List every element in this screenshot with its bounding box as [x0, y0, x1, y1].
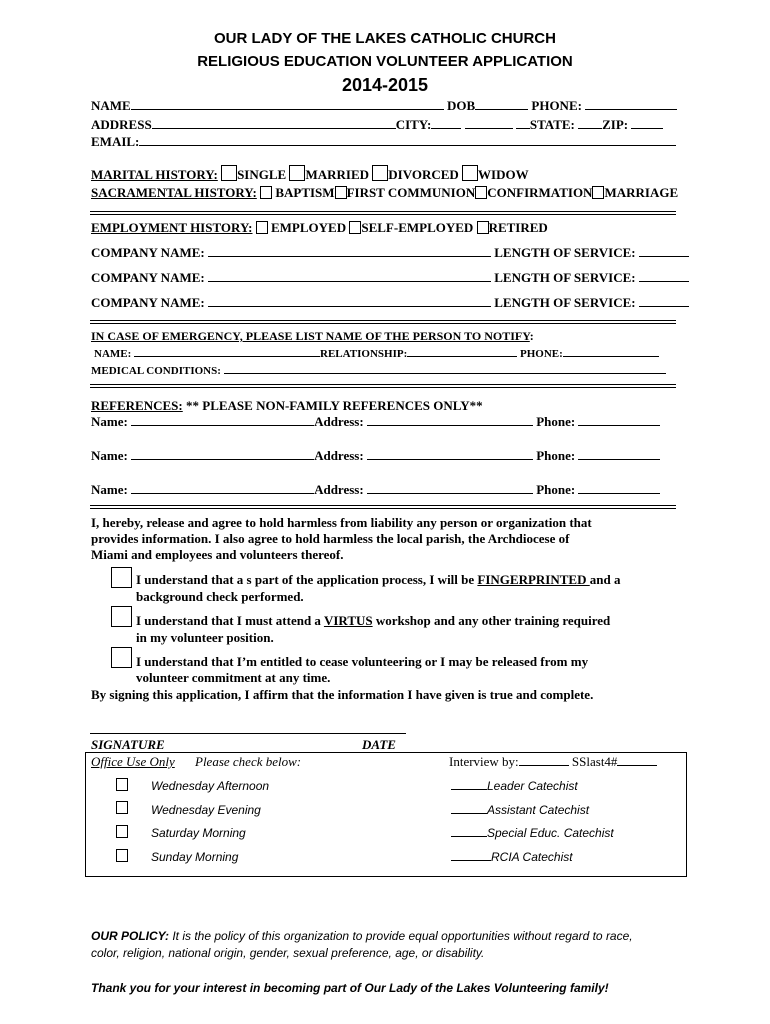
divorced-label: DIVORCED	[388, 167, 459, 182]
medical-row	[91, 364, 666, 377]
date-label: DATE	[362, 737, 396, 752]
self-employed-checkbox[interactable]	[349, 221, 361, 234]
release-text-1: I, hereby, release and agree to hold harmless from liability any person or organization that	[91, 515, 592, 530]
release-text-2: provides information. I also agree to hold harmless the local parish, the Archdiocese of	[91, 531, 570, 546]
ref-name-field-1[interactable]	[131, 414, 314, 426]
state-blank	[516, 117, 530, 129]
fingerprint-ack-text: I understand that a s part of the application process, I will be	[136, 572, 478, 587]
ref-phone-label: Phone:	[536, 482, 576, 497]
first-communion-checkbox[interactable]	[335, 186, 347, 199]
company-row-1	[91, 245, 689, 261]
single-checkbox[interactable]	[221, 165, 237, 181]
release-text-3: Miami and employees and volunteers thereof.	[91, 547, 344, 562]
address-label: ADDRESS	[91, 117, 152, 132]
city-label: CITY:	[395, 117, 432, 132]
ref-phone-field-2[interactable]	[578, 448, 660, 460]
office-use-title: Office Use Only	[91, 754, 175, 769]
state-field[interactable]	[578, 117, 602, 129]
confirmation-label: CONFIRMATION	[487, 185, 593, 200]
signature-label: SIGNATURE	[91, 737, 165, 752]
widow-label: WIDOW	[478, 167, 529, 182]
dob-field[interactable]	[475, 98, 528, 110]
ref-address-label: Address:	[314, 414, 364, 429]
marriage-label: MARRIAGE	[604, 185, 679, 200]
ref-phone-label: Phone:	[536, 414, 576, 429]
baptism-label: BAPTISM	[275, 185, 335, 200]
email-field[interactable]	[139, 134, 676, 146]
relationship-label: RELATIONSHIP:	[320, 348, 408, 360]
company-field-3[interactable]	[208, 295, 491, 307]
references-heading	[91, 398, 483, 414]
wed-afternoon-checkbox[interactable]	[116, 778, 128, 791]
married-checkbox[interactable]	[289, 165, 305, 181]
name-field[interactable]	[131, 98, 444, 110]
ref-address-label: Address:	[314, 482, 364, 497]
sslast4-label: SSlast4#	[571, 754, 618, 769]
medical-field[interactable]	[224, 364, 666, 374]
phone-field[interactable]	[585, 98, 677, 110]
cease-ack-line2: volunteer commitment at any time.	[136, 670, 331, 685]
divider	[90, 505, 676, 509]
company-field-1[interactable]	[208, 245, 491, 257]
service-label: LENGTH OF SERVICE:	[494, 270, 636, 285]
zip-label: ZIP:	[602, 117, 629, 132]
service-field-2[interactable]	[639, 270, 689, 282]
fingerprint-ack	[136, 572, 620, 588]
leader-catechist-field[interactable]	[451, 780, 487, 790]
rcia-catechist-label: RCIA Catechist	[491, 850, 573, 864]
fingerprinted-keyword: FINGERPRINTED	[477, 572, 590, 587]
city-field-2[interactable]	[465, 117, 513, 129]
single-label: SINGLE	[237, 167, 287, 182]
personal-row-1	[91, 98, 677, 114]
marital-row	[91, 165, 529, 183]
self-employed-label: SELF-EMPLOYED	[361, 220, 474, 235]
emergency-phone-label: PHONE:	[519, 348, 563, 360]
retired-checkbox[interactable]	[477, 221, 489, 234]
sun-morning-label: Sunday Morning	[151, 850, 239, 864]
ref-name-field-2[interactable]	[131, 448, 314, 460]
assistant-catechist-label: Assistant Catechist	[487, 803, 590, 817]
wed-afternoon-label: Wednesday Afternoon	[151, 779, 270, 793]
interview-label: Interview by:	[449, 754, 519, 769]
sslast4-field[interactable]	[617, 754, 657, 766]
first-communion-label: FIRST COMMUNION	[346, 185, 476, 200]
divider	[90, 320, 676, 324]
policy-text-1: It is the policy of this organization to provide equal opportunities without regard to race,	[169, 929, 633, 943]
marriage-checkbox[interactable]	[592, 186, 604, 199]
ref-name-label: Name:	[91, 448, 128, 463]
special-educ-catechist-field[interactable]	[451, 827, 487, 837]
church-name: OUR LADY OF THE LAKES CATHOLIC CHURCH	[214, 30, 556, 47]
office-check-label: Please check below:	[195, 754, 302, 769]
medical-label: MEDICAL CONDITIONS:	[91, 365, 221, 377]
ref-name-field-3[interactable]	[131, 482, 314, 494]
assistant-catechist-field[interactable]	[451, 804, 487, 814]
ref-address-label: Address:	[314, 448, 364, 463]
ref-phone-label: Phone:	[536, 448, 576, 463]
leader-catechist-label: Leader Catechist	[487, 779, 578, 793]
confirmation-checkbox[interactable]	[475, 186, 487, 199]
rcia-catechist	[451, 850, 573, 864]
married-label: MARRIED	[305, 167, 370, 182]
special-educ-catechist-label: Special Educ. Catechist	[487, 826, 614, 840]
emergency-phone-field[interactable]	[563, 347, 659, 357]
employment-row	[91, 220, 548, 236]
signature-line[interactable]	[90, 733, 406, 734]
ref-phone-field-1[interactable]	[578, 414, 660, 426]
leader-catechist	[451, 779, 578, 793]
service-field-3[interactable]	[639, 295, 689, 307]
interview-row	[449, 754, 657, 770]
divorced-checkbox[interactable]	[372, 165, 388, 181]
company-field-2[interactable]	[208, 270, 491, 282]
name-label: NAME	[91, 98, 131, 113]
phone-label: PHONE:	[531, 98, 582, 113]
form-title: RELIGIOUS EDUCATION VOLUNTEER APPLICATION	[197, 53, 573, 70]
sun-morning-checkbox[interactable]	[116, 849, 128, 862]
emergency-name-field[interactable]	[134, 347, 320, 357]
personal-row-3	[91, 134, 676, 150]
virtus-keyword: VIRTUS	[323, 613, 373, 628]
references-label: REFERENCES:	[91, 398, 183, 413]
virtus-ack-text-end: workshop and any other training required	[372, 613, 611, 628]
special-educ-catechist	[451, 826, 614, 840]
reference-row-1	[91, 414, 660, 430]
company-label: COMPANY NAME:	[91, 245, 205, 260]
affirm-text: By signing this application, I affirm that the information I have given is true and complete.	[91, 687, 594, 702]
interview-field[interactable]	[519, 754, 569, 766]
employed-checkbox[interactable]	[256, 221, 268, 234]
emergency-row	[94, 347, 659, 360]
widow-checkbox[interactable]	[462, 165, 478, 181]
service-label: LENGTH OF SERVICE:	[494, 295, 636, 310]
company-row-2	[91, 270, 689, 286]
dob-label: DOB	[446, 98, 476, 113]
assistant-catechist	[451, 803, 589, 817]
retired-label: RETIRED	[488, 220, 548, 235]
service-field-1[interactable]	[639, 245, 689, 257]
company-label: COMPANY NAME:	[91, 270, 205, 285]
sat-morning-checkbox[interactable]	[116, 825, 128, 838]
relationship-field[interactable]	[407, 347, 517, 357]
rcia-catechist-field[interactable]	[451, 851, 491, 861]
wed-evening-checkbox[interactable]	[116, 801, 128, 814]
virtus-ack	[136, 613, 610, 629]
policy-label: OUR POLICY:	[91, 929, 170, 943]
address-field[interactable]	[152, 117, 396, 129]
marital-label: MARITAL HISTORY:	[91, 167, 218, 182]
city-field[interactable]	[431, 117, 461, 129]
ref-phone-field-3[interactable]	[578, 482, 660, 494]
wed-evening-label: Wednesday Evening	[151, 803, 261, 817]
personal-row-2	[91, 117, 663, 133]
policy-line-2: color, religion, national origin, gender, sexual preference, age, or disability.	[91, 946, 485, 960]
ref-address-field-1[interactable]	[367, 414, 533, 426]
form-year: 2014-2015	[341, 75, 429, 95]
thank-you-note: Thank you for your interest in becoming part of Our Lady of the Lakes Volunteering family!	[91, 981, 609, 995]
ref-name-label: Name:	[91, 414, 128, 429]
sacramental-label: SACRAMENTAL HISTORY:	[91, 185, 257, 200]
ref-address-field-3[interactable]	[367, 482, 533, 494]
cease-ack-checkbox[interactable]	[111, 647, 132, 668]
fingerprint-ack-line2: background check performed.	[136, 589, 304, 604]
service-label: LENGTH OF SERVICE:	[494, 245, 636, 260]
policy-line-1	[91, 929, 633, 943]
reference-row-3	[91, 482, 660, 498]
cease-ack: I understand that I’m entitled to cease volunteering or I may be released from my	[136, 654, 589, 669]
emergency-heading-colon: :	[529, 329, 534, 343]
employment-label: EMPLOYMENT HISTORY:	[91, 220, 253, 235]
virtus-ack-line2: in my volunteer position.	[136, 630, 274, 645]
employed-label: EMPLOYED	[270, 220, 347, 235]
ref-name-label: Name:	[91, 482, 128, 497]
company-row-3	[91, 295, 689, 311]
emergency-heading	[91, 329, 534, 344]
email-label: EMAIL:	[91, 134, 140, 149]
virtus-ack-checkbox[interactable]	[111, 606, 132, 627]
sacramental-row	[91, 185, 678, 201]
sat-morning-label: Saturday Morning	[151, 826, 246, 840]
company-label: COMPANY NAME:	[91, 295, 205, 310]
fingerprint-ack-checkbox[interactable]	[111, 567, 132, 588]
emergency-name-label: NAME:	[94, 348, 132, 360]
ref-address-field-2[interactable]	[367, 448, 533, 460]
divider	[90, 384, 676, 388]
emergency-heading-text: IN CASE OF EMERGENCY, PLEASE LIST NAME OF THE PERSON TO NOTIFY	[91, 329, 530, 343]
fingerprint-ack-text-end: and a	[589, 572, 621, 587]
virtus-ack-text: I understand that I must attend a	[136, 613, 324, 628]
divider	[90, 211, 676, 215]
reference-row-2	[91, 448, 660, 464]
baptism-checkbox[interactable]	[260, 186, 272, 199]
zip-field[interactable]	[631, 117, 663, 129]
references-note: ** PLEASE NON-FAMILY REFERENCES ONLY**	[186, 398, 483, 413]
state-label: STATE:	[529, 117, 575, 132]
